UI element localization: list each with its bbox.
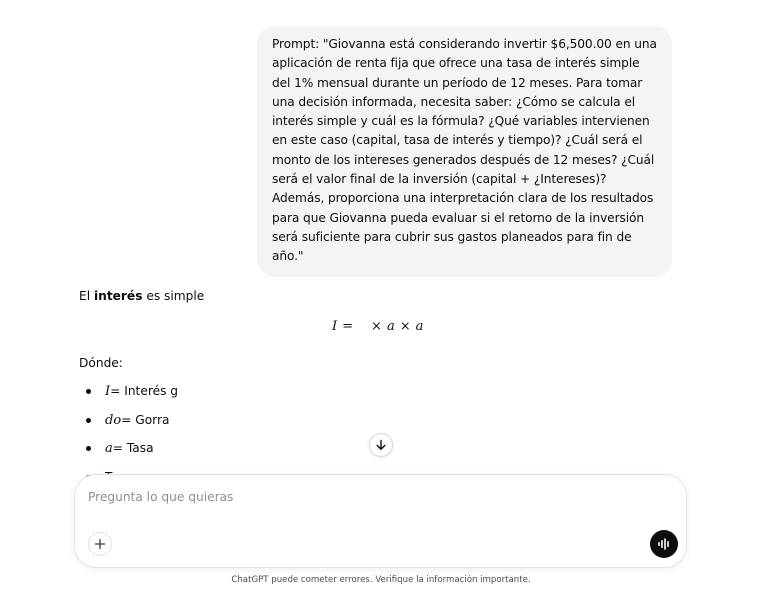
list-item: [79, 411, 178, 440]
list-item: [79, 382, 178, 411]
arrow-down-icon: [375, 439, 387, 451]
formula-times-2: ×: [399, 319, 411, 334]
variable-equals: =: [112, 441, 123, 455]
message-composer: [74, 474, 687, 568]
formula-lhs: I: [332, 319, 338, 334]
formula-var-a-1: a: [386, 319, 395, 334]
footer-disclaimer: ChatGPT puede cometer errores. Verifique la información importante.: [231, 575, 531, 585]
attach-button[interactable]: [88, 532, 112, 556]
assistant-response: [79, 284, 639, 474]
variable-description: Interés g: [120, 384, 179, 398]
voice-mode-button[interactable]: [650, 530, 678, 558]
variable-equals: =: [110, 384, 121, 398]
user-message-bubble: [257, 26, 672, 277]
bullet-icon: [86, 418, 91, 423]
formula-times-1: ×: [371, 319, 382, 334]
bullet-icon: [86, 389, 91, 394]
variable-symbol: do: [105, 412, 122, 428]
intro-prefix: El: [79, 289, 94, 303]
assistant-intro: [79, 287, 204, 305]
variable-symbol: a: [105, 441, 113, 456]
scroll-to-bottom-button[interactable]: [369, 433, 393, 457]
bullet-icon: [86, 446, 91, 451]
formula-var-a-2: a: [415, 319, 424, 334]
variable-description: Tasa: [122, 441, 154, 455]
where-label: Dónde:: [79, 356, 123, 370]
interest-formula: [332, 319, 423, 334]
plus-icon: [94, 538, 106, 550]
variable-description: Gorra: [131, 412, 170, 427]
formula-equals: =: [342, 319, 354, 334]
intro-suffix: es simple: [142, 289, 205, 303]
intro-bold-term: interés: [93, 289, 143, 303]
variable-equals: =: [121, 412, 132, 427]
prompt-input[interactable]: [88, 487, 608, 507]
voice-waveform-icon: [657, 537, 671, 551]
list-item: [79, 439, 178, 468]
user-message-text: Prompt: "Giovanna está considerando invertir $6,500.00 en una aplicación de renta fija que ofrece una tasa de interés simple del 1% mensual durante un período de 12 meses. Para tomar una decisión informada, necesita saber: ¿Cómo se calcula el interés simple y cuál es la fórmula? ¿Qué variables intervienen en este caso (capital, tasa de interés y tiempo)? ¿Cuál será el monto de los intereses generados después de 12 meses? ¿Cuál será el valor final de la inversión (capital + ¿Intereses)? Además, proporciona una interpretación clara de los resultados para que Giovanna pueda evaluar si el retorno de la inversión será suficiente para cubrir sus gastos planeados para fin de año.": [272, 37, 657, 264]
variable-symbol: I: [105, 384, 111, 399]
